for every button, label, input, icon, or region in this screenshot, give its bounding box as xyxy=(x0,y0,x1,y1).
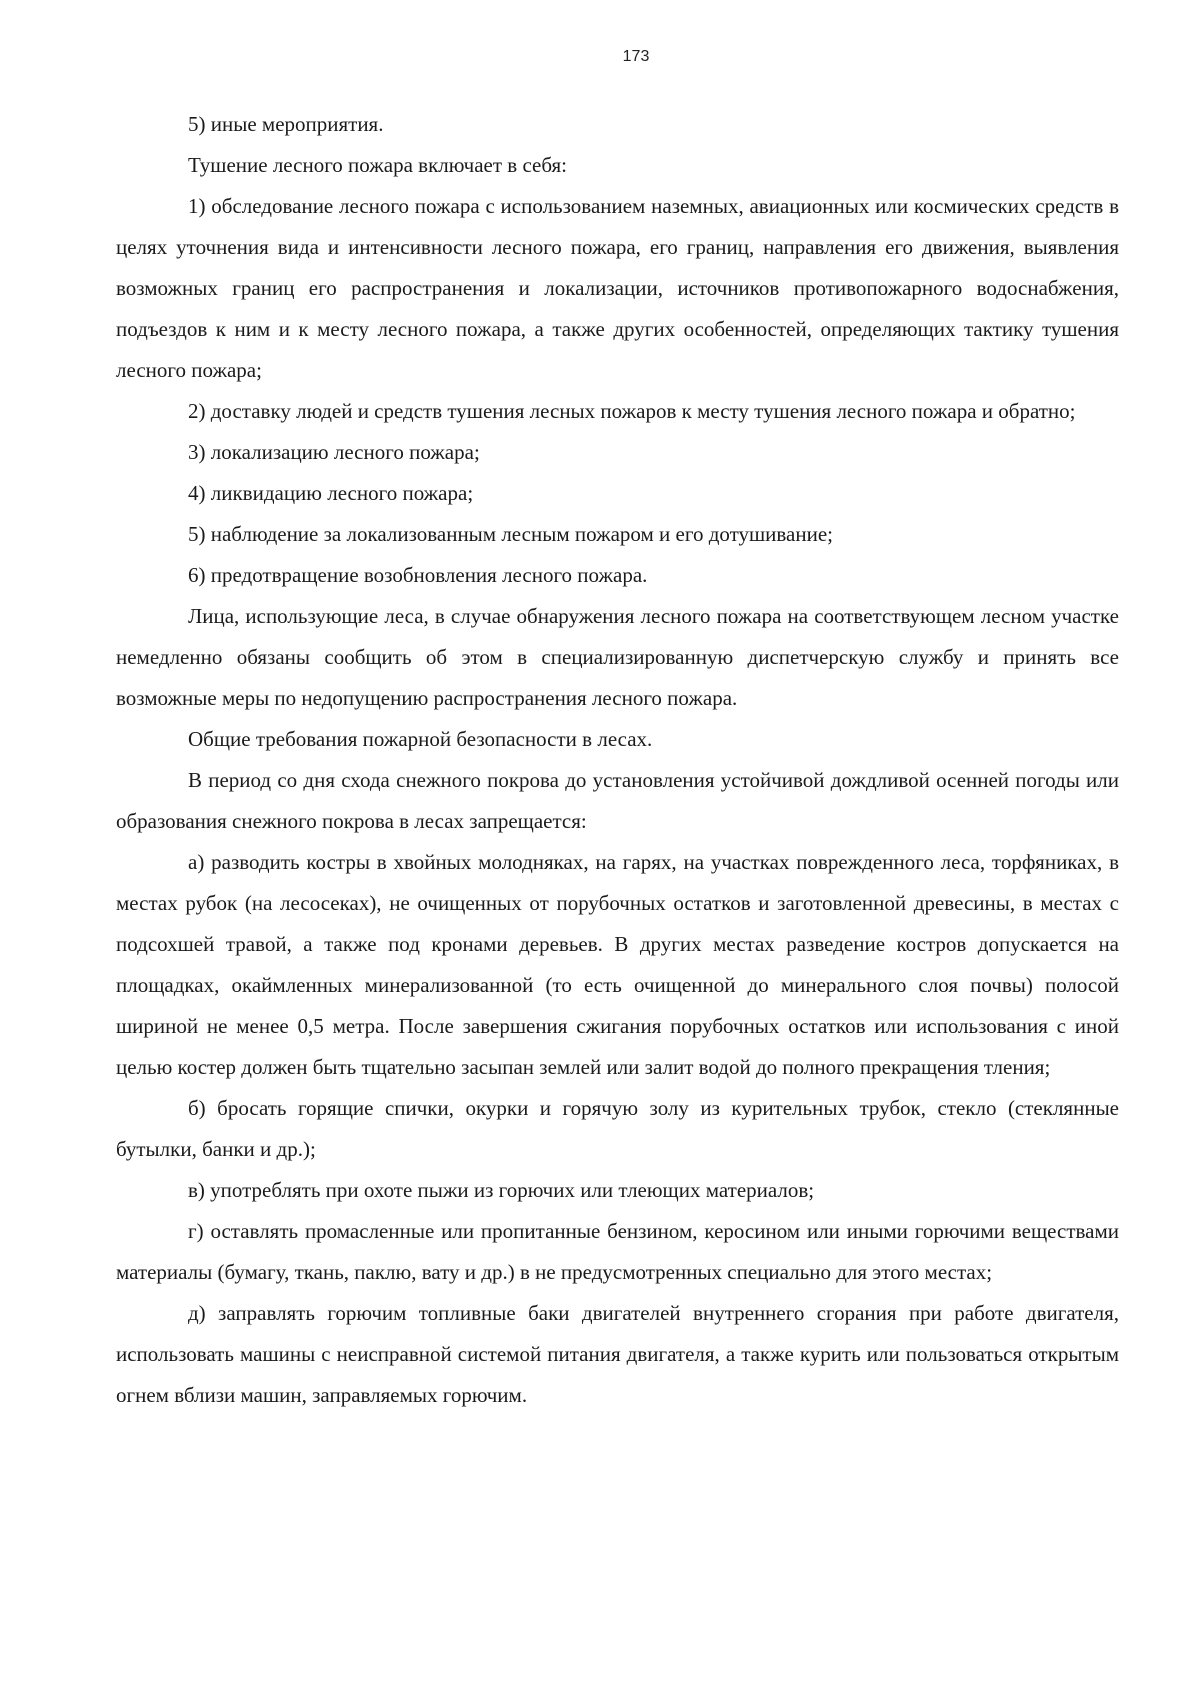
paragraph-rule-b-matches: б) бросать горящие спички, окурки и горячую золу из курительных трубок, стекло (стеклянные бутылки, банки и др.); xyxy=(116,1096,1119,1161)
paragraph-rule-e-refueling: д) заправлять горючим топливные баки двигателей внутреннего сгорания при работе двигателя, использовать машины с неисправной системой питания двигателя, а также курить или пользоваться открытым огнем вблизи машин, заправляемых горючим. xyxy=(116,1301,1119,1407)
paragraph-item-2-delivery: 2) доставку людей и средств тушения лесных пожаров к месту тушения лесного пожара и обратно; xyxy=(188,399,1076,423)
paragraph-prohibition-period: В период со дня схода снежного покрова до установления устойчивой дождливой осенней погоды или образования снежного покрова в лесах запрещается: xyxy=(116,768,1119,833)
paragraph-rule-c-wads: в) употреблять при охоте пыжи из горючих или тлеющих материалов; xyxy=(188,1178,815,1202)
paragraph-forest-users-duty: Лица, использующие леса, в случае обнаружения лесного пожара на соответствующем лесном участке немедленно обязаны сообщить об этом в специализированную диспетчерскую службу и принять все возможные меры по недопущению распространения лесного пожара. xyxy=(116,604,1119,710)
paragraph-item-3-localization: 3) локализацию лесного пожара; xyxy=(188,440,480,464)
paragraph-other-measures: 5) иные мероприятия. xyxy=(188,112,384,136)
paragraph-fire-suppression-intro: Тушение лесного пожара включает в себя: xyxy=(188,153,567,177)
paragraph-general-requirements: Общие требования пожарной безопасности в лесах. xyxy=(188,727,653,751)
paragraph-rule-a-campfires: а) разводить костры в хвойных молодняках, на гарях, на участках поврежденного леса, торфяниках, в местах рубок (на лесосеках), не очищенных от порубочных остатков и заготовленной древесины, в местах с подсохшей травой, а также под кронами деревьев. В других местах разведение костров допускается на площадках, окаймленных минерализованной (то есть очищенной до минерального слоя почвы) полосой шириной не менее 0,5 метра. После завершения сжигания порубочных остатков или использования с иной целью костер должен быть тщательно засыпан землей или залит водой до полного прекращения тления; xyxy=(116,850,1119,1079)
paragraph-item-5-observation: 5) наблюдение за локализованным лесным пожаром и его дотушивание; xyxy=(188,522,834,546)
paragraph-item-1-survey: 1) обследование лесного пожара с использованием наземных, авиационных или космических средств в целях уточнения вида и интенсивности лесного пожара, его границ, направления его движения, выявления возможных границ его распространения и локализации, источников противопожарного водоснабжения, подъездов к ним и к месту лесного пожара, а также других особенностей, определяющих тактику тушения лесного пожара; xyxy=(116,194,1119,382)
page-body xyxy=(116,104,1119,1416)
paragraph-item-4-liquidation: 4) ликвидацию лесного пожара; xyxy=(188,481,474,505)
paragraph-item-6-prevention: 6) предотвращение возобновления лесного пожара. xyxy=(188,563,648,587)
paragraph-rule-d-oily-materials: г) оставлять промасленные или пропитанные бензином, керосином или иными горючими веществами материалы (бумагу, ткань, паклю, вату и др.) в не предусмотренных специально для этого местах; xyxy=(116,1219,1119,1284)
page-number: 173 xyxy=(622,48,650,65)
